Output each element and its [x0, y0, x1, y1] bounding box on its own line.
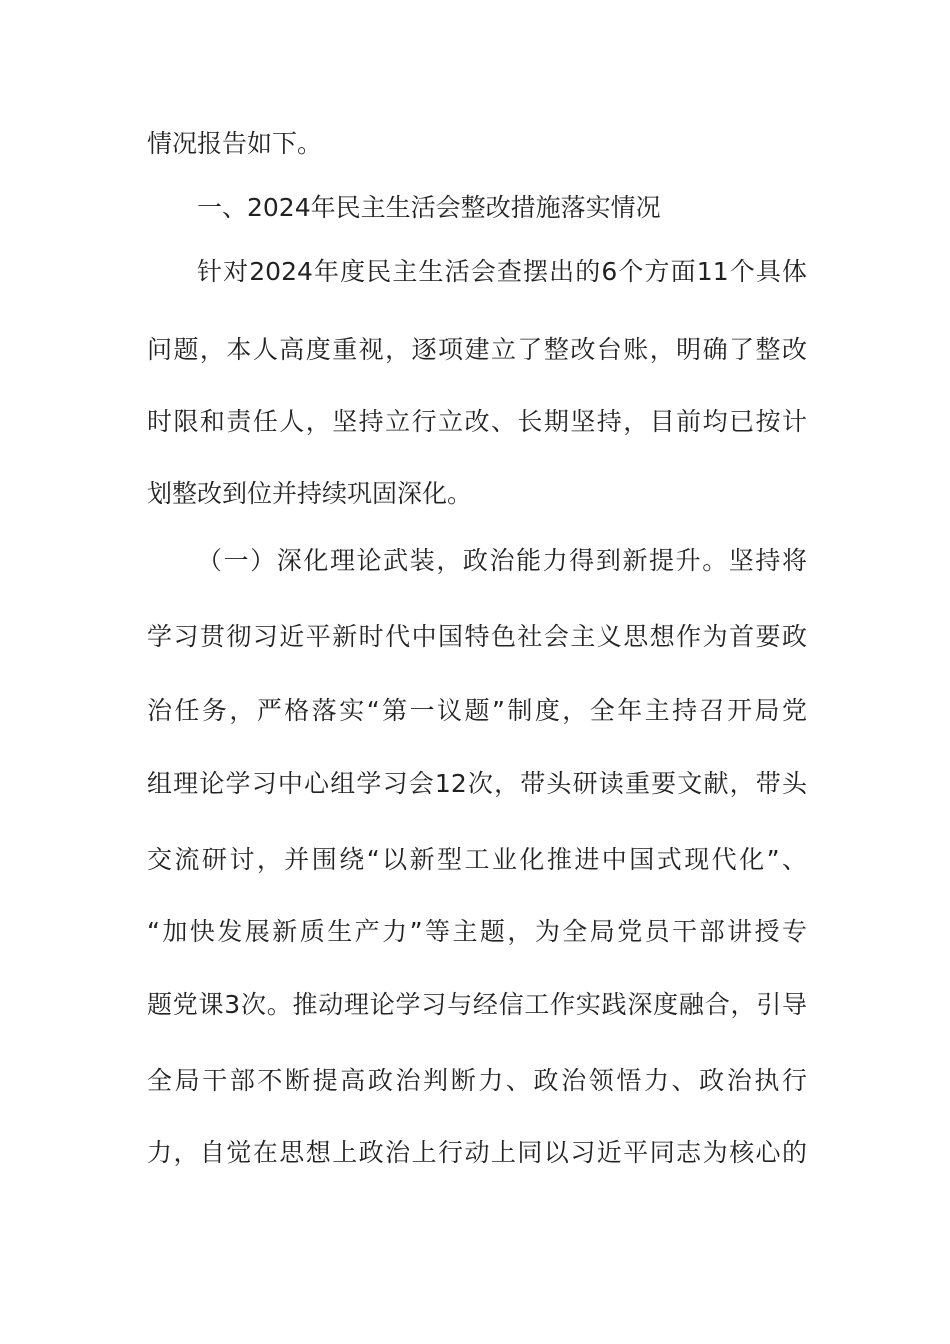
- text-line: 针对2024年度民主生活会查摆出的6个方面11个具体: [197, 257, 807, 286]
- text-line: 力，自觉在思想上政治上行动上同以习近平同志为核心的: [147, 1138, 807, 1167]
- text-line: 全局干部不断提高政治判断力、政治领悟力、政治执行: [147, 1066, 807, 1095]
- text-line: 学习贯彻习近平新时代中国特色社会主义思想作为首要政: [147, 622, 807, 651]
- text-line: 题党课3次。推动理论学习与经信工作实践深度融合，引导: [147, 990, 807, 1019]
- text-line: 治任务，严格落实“第一议题”制度，全年主持召开局党: [147, 696, 807, 725]
- text-line: 组理论学习中心组学习会12次，带头研读重要文献，带头: [147, 769, 807, 798]
- section-heading: 一、2024年民主生活会整改措施落实情况: [197, 193, 661, 222]
- text-line: 时限和责任人，坚持立行立改、长期坚持，目前均已按计: [147, 407, 807, 436]
- subsection-heading-line: （一）深化理论武装，政治能力得到新提升。坚持将: [197, 546, 807, 575]
- text-line: 划整改到位并持续巩固深化。: [147, 479, 473, 508]
- text-line: “加快发展新质生产力”等主题，为全局党员干部讲授专: [147, 917, 807, 946]
- text-line: 问题，本人高度重视，逐项建立了整改台账，明确了整改: [147, 335, 807, 364]
- text-line: 交流研讨，并围绕“以新型工业化推进中国式现代化”、: [147, 845, 807, 874]
- text-line: 情况报告如下。: [147, 129, 323, 158]
